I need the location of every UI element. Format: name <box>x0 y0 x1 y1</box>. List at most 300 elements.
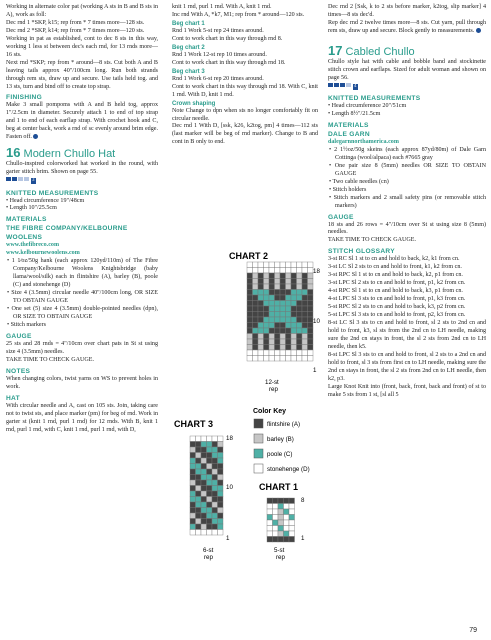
repeat-label: 6-st <box>203 547 214 554</box>
chart-cell <box>212 475 218 481</box>
chart-cell <box>297 317 303 323</box>
chart-cell <box>258 356 264 362</box>
chart-cell <box>286 323 292 329</box>
chart-cell <box>201 519 207 525</box>
chart-cell <box>291 279 297 285</box>
chart-cell <box>297 295 303 301</box>
material-item: • One pair size 8 (5mm) needles OR SIZE TO OBTAIN GAUGE <box>329 162 486 177</box>
chart-cell <box>190 469 196 475</box>
chart-cell <box>218 530 224 536</box>
chart-cell <box>196 436 202 442</box>
chart-cell <box>267 537 273 543</box>
chart-cell <box>284 504 290 510</box>
chart-cell <box>190 519 196 525</box>
measurement: • Length 8½"/21.5cm <box>328 110 381 117</box>
chart-cell <box>269 290 275 296</box>
chart-cell <box>284 498 290 504</box>
chart-cell <box>196 497 202 503</box>
chart-cell <box>302 339 308 345</box>
glossary-entry: 4-st LPC Sl 3 sts to cn and hold to front, p1, k3 from cn. <box>328 296 466 303</box>
chart-cell <box>253 334 259 340</box>
material-item: • Size 4 (3.5mm) circular needle 40"/100cm long, OR SIZE TO OBTAIN GAUGE <box>7 290 158 305</box>
measurement: • Head circumference 20"/51cm <box>328 103 407 110</box>
chart-cell <box>190 475 196 481</box>
chart-cell <box>247 301 253 307</box>
chart-cell <box>308 301 314 307</box>
chart-cell <box>275 334 281 340</box>
color-swatch <box>254 449 263 458</box>
glossary-entry: 4-st RPC Sl 1 st to cn and hold to back, k3, p1 from cn. <box>328 288 463 295</box>
chart-cell <box>291 339 297 345</box>
chart-cell <box>273 498 279 504</box>
chart-cell <box>258 334 264 340</box>
chart-cell <box>212 524 218 530</box>
row-number: 1 <box>301 535 305 542</box>
chart-cell <box>269 301 275 307</box>
chart-cell <box>253 301 259 307</box>
chart-cell <box>280 301 286 307</box>
chart-cell <box>258 306 264 312</box>
chart-cell <box>253 295 259 301</box>
chart-cell <box>291 312 297 318</box>
chart-cell <box>297 328 303 334</box>
chart-cell <box>289 515 295 521</box>
knitted-measurements-heading: KNITTED MEASUREMENTS <box>328 95 421 103</box>
paragraph: Dec rnd 2 [Ssk, k to 2 sts before marker, k2tog, slip marker] 4 times—8 sts dec'd. <box>328 4 486 18</box>
chart-cell <box>218 480 224 486</box>
chart-cell <box>207 442 213 448</box>
pattern-intro: Chullo style hat with cable and bobble band and stockinette stitch crown and earflaps. Sized for adult woman and shown on page 56. <box>328 58 486 81</box>
materials-heading: MATERIALS <box>328 121 369 129</box>
chart-cell <box>196 491 202 497</box>
gauge-check: TAKE TIME TO CHECK GAUGE. <box>328 237 417 244</box>
chart-cell <box>196 508 202 514</box>
chart-cell <box>247 284 253 290</box>
chart-cell <box>196 453 202 459</box>
chart-cell <box>253 328 259 334</box>
chart-cell <box>275 328 281 334</box>
chart-cell <box>297 323 303 329</box>
chart-cell <box>275 279 281 285</box>
chart-cell <box>201 458 207 464</box>
chart-cell <box>264 306 270 312</box>
notes-text: When changing colors, twist yarns on WS to prevent holes in work. <box>6 375 158 390</box>
chart-cell <box>207 513 213 519</box>
chart-cell <box>273 520 279 526</box>
gauge-heading: GAUGE <box>6 332 32 340</box>
paragraph: Rep dec rnd 2 twelve times more—8 sts. Cut yarn, pull through rem sts, draw up and secure. Block gently to measurements. <box>328 19 486 34</box>
chart-cell <box>247 334 253 340</box>
chart-cell <box>253 312 259 318</box>
row-number: 10 <box>313 318 320 325</box>
chart-cell <box>278 509 284 515</box>
chart-cell <box>253 290 259 296</box>
chart-cell <box>218 524 224 530</box>
chart-cell <box>267 526 273 532</box>
chart-cell <box>264 273 270 279</box>
chart-cell <box>308 290 314 296</box>
chart-cell <box>190 513 196 519</box>
chart-cell <box>253 323 259 329</box>
chart-cell <box>308 356 314 362</box>
chart-cell <box>218 486 224 492</box>
notes-heading: NOTES <box>6 367 31 375</box>
color-key-label: stonehenge (D) <box>267 466 310 473</box>
color-key <box>254 419 310 473</box>
chart-cell <box>207 469 213 475</box>
chart-cell <box>264 312 270 318</box>
skill-level-badge: 3 <box>6 177 36 185</box>
chart-cell <box>207 502 213 508</box>
chart-cell <box>269 323 275 329</box>
chart-cell <box>275 295 281 301</box>
chart-cell <box>264 317 270 323</box>
website-link[interactable]: www.thefibreco.com <box>6 242 60 249</box>
chart-cell <box>212 458 218 464</box>
chart-cell <box>253 350 259 356</box>
chart-cell <box>273 526 279 532</box>
chart-cell <box>201 497 207 503</box>
chart-cell <box>264 268 270 274</box>
chart-cell <box>190 480 196 486</box>
chart-cell <box>212 508 218 514</box>
chart-cell <box>207 436 213 442</box>
chart2-begin-heading: Beg chart 2 <box>172 44 205 51</box>
chart-cell <box>275 284 281 290</box>
chart-cell <box>267 498 273 504</box>
chart-cell <box>267 520 273 526</box>
chart-cell <box>280 279 286 285</box>
chart-cell <box>286 356 292 362</box>
color-key-label: barley (B) <box>267 436 294 443</box>
chart-cell <box>258 317 264 323</box>
chart-cell <box>308 345 314 351</box>
chart-cell <box>286 334 292 340</box>
chart-cell <box>286 317 292 323</box>
chart-cell <box>289 520 295 526</box>
chart-cell <box>212 497 218 503</box>
chart-cell <box>275 317 281 323</box>
chart-cell <box>258 323 264 329</box>
paragraph: Rnd 1 Work 12-st rep 10 times around. <box>172 51 267 58</box>
chart-cell <box>258 312 264 318</box>
chart1-begin-heading: Beg chart 1 <box>172 20 205 27</box>
chart-cell <box>302 334 308 340</box>
chart-cell <box>297 312 303 318</box>
paragraph: Dec rnd 1 With D, [ssk, k26, k2tog, pm] 4 times—112 sts (last marker will be beg of rnd marker). Change to B and cont in B only to end. <box>172 123 318 146</box>
chart-cell <box>207 508 213 514</box>
chart-cell <box>284 537 290 543</box>
stitch-glossary-heading: STITCH GLOSSARY <box>328 248 395 256</box>
chart-cell <box>190 486 196 492</box>
chart-cell <box>258 350 264 356</box>
chart-cell <box>196 475 202 481</box>
chart-cell <box>212 486 218 492</box>
chart-cell <box>308 339 314 345</box>
chart-cell <box>264 345 270 351</box>
chart-cell <box>218 475 224 481</box>
chart-cell <box>291 323 297 329</box>
chart-cell <box>269 284 275 290</box>
glossary-entry: 3-st RPC Sl 1 st to cn and hold to back, k2, p1 from cn. <box>328 272 463 279</box>
chart-cell <box>302 317 308 323</box>
chart-cell <box>278 531 284 537</box>
chart-cell <box>280 328 286 334</box>
page-number: 79 <box>469 627 477 634</box>
chart-cell <box>291 273 297 279</box>
website-link[interactable]: www.kelbournewoolens.com <box>6 250 80 257</box>
chart-cell <box>302 350 308 356</box>
gauge-text: 25 sts and 28 rnds = 4"/10cm over chart pats in St st using size 4 (3.5mm) needles. <box>6 340 158 355</box>
chart-cell <box>269 306 275 312</box>
chart-cell <box>308 312 314 318</box>
chart-cell <box>275 273 281 279</box>
chart-cell <box>278 504 284 510</box>
chart-cell <box>212 469 218 475</box>
material-item: • Stitch markers <box>7 321 47 328</box>
chart-cell <box>190 436 196 442</box>
paragraph: Working in pat as established, cont to dec 8 sts in this way, working 1 less st between dec's each rnd, for 13 rnds more—16 sts. <box>6 35 158 58</box>
chart-cell <box>278 520 284 526</box>
chart-cell <box>190 530 196 536</box>
chart-cell <box>218 453 224 459</box>
chart-cell <box>201 436 207 442</box>
knitted-measurements-heading: KNITTED MEASUREMENTS <box>6 189 99 197</box>
website-link[interactable]: dalegarnnorthamerica.com <box>328 138 399 145</box>
chart-cell <box>212 442 218 448</box>
chart-cell <box>190 502 196 508</box>
chart-cell <box>297 279 303 285</box>
chart-cell <box>258 301 264 307</box>
material-item: • Stitch holders <box>329 186 367 193</box>
paragraph: Dec rnd 2 *SKP, k14; rep from * 7 times more—120 sts. <box>6 27 145 34</box>
chart-cell <box>297 262 303 268</box>
chart-cell <box>196 442 202 448</box>
chart-cell <box>207 524 213 530</box>
chart-cell <box>218 458 224 464</box>
chart-cell <box>190 447 196 453</box>
paragraph: Rnd 1 Work 6-st rep 20 times around. <box>172 75 264 82</box>
chart-cell <box>302 356 308 362</box>
pattern-title: 17 Cabled Chullo <box>328 42 415 58</box>
chart-cell <box>247 268 253 274</box>
chart-cell <box>201 486 207 492</box>
chart-cell <box>284 515 290 521</box>
color-key-label: flintshire (A) <box>267 421 301 428</box>
chart-cell <box>302 295 308 301</box>
chart-cell <box>273 509 279 515</box>
crown-shaping-heading: Crown shaping <box>172 100 216 107</box>
chart-cell <box>247 328 253 334</box>
glossary-entry: Large Knot Knit into (front, back, front, back and front) of st to make 5 sts from 1 st, [sl all 5 <box>328 383 486 398</box>
chart-cell <box>286 290 292 296</box>
chart-cell <box>302 306 308 312</box>
chart-cell <box>253 339 259 345</box>
chart-cell <box>280 323 286 329</box>
chart-cell <box>207 447 213 453</box>
chart-cell <box>196 524 202 530</box>
row-number: 1 <box>226 535 230 542</box>
chart-cell <box>297 334 303 340</box>
chart3-begin-heading: Beg chart 3 <box>172 68 205 75</box>
chart-cell <box>308 262 314 268</box>
chart-cell <box>278 526 284 532</box>
chart-cell <box>302 345 308 351</box>
chart-cell <box>190 442 196 448</box>
chart-cell <box>201 447 207 453</box>
chart-cell <box>297 350 303 356</box>
chart-cell <box>212 513 218 519</box>
chart-cell <box>196 530 202 536</box>
chart-cell <box>280 345 286 351</box>
chart-cell <box>201 453 207 459</box>
chart-cell <box>269 356 275 362</box>
chart-cell <box>286 306 292 312</box>
paragraph: knit 1 rnd, purl 1 rnd. With A, knit 1 rnd. <box>172 4 272 10</box>
chart-cell <box>212 491 218 497</box>
chart-cell <box>212 519 218 525</box>
skill-level-badge: 4 <box>328 83 358 91</box>
row-number: 1 <box>313 367 317 374</box>
chart-cell <box>264 339 270 345</box>
chart-cell <box>269 312 275 318</box>
chart-cell <box>275 312 281 318</box>
chart-cell <box>253 284 259 290</box>
chart-cell <box>253 356 259 362</box>
chart-cell <box>297 301 303 307</box>
chart-cell <box>284 526 290 532</box>
chart-cell <box>297 284 303 290</box>
color-swatch <box>254 434 263 443</box>
chart-cell <box>190 508 196 514</box>
chart-cell <box>247 290 253 296</box>
chart-cell <box>190 491 196 497</box>
chart-cell <box>264 262 270 268</box>
chart-cell <box>289 498 295 504</box>
chart-cell <box>258 295 264 301</box>
chart-cell <box>308 350 314 356</box>
chart-cell <box>258 279 264 285</box>
chart-cell <box>190 458 196 464</box>
glossary-entry: 8-st LPC Sl 3 sts to cn and hold to front, sl 2 sts to a 2nd cn and hold to front, sl 3 sts from first cn to LH needle, making sure the 2nd cn stays in front, the sl 2 sts from 2nd cn to LH needle, then k2, p3. <box>328 351 486 382</box>
chart-cell <box>212 464 218 470</box>
row-number: 10 <box>226 484 233 491</box>
chart-cell <box>218 464 224 470</box>
chart-cell <box>218 447 224 453</box>
chart-cell <box>207 530 213 536</box>
chart-cell <box>247 306 253 312</box>
chart-cell <box>286 284 292 290</box>
chart-cell <box>190 524 196 530</box>
paragraph: Inc rnd With A, *k7, M1; rep from * around—120 sts. <box>172 11 305 18</box>
glossary-entry: 5-st LPC Sl 3 sts to cn and hold to front, p2, k3 from cn. <box>328 312 466 319</box>
chart-cell <box>253 279 259 285</box>
measurement: • Length 10"/25.5cm <box>6 205 57 212</box>
chart-cell <box>201 513 207 519</box>
chart-cell <box>207 458 213 464</box>
chart-cell <box>269 262 275 268</box>
chart-cell <box>218 491 224 497</box>
chart-cell <box>291 350 297 356</box>
chart-2-grid <box>247 262 313 361</box>
chart-cell <box>302 279 308 285</box>
chart-2-title: CHART 2 <box>229 251 269 261</box>
chart-cell <box>280 295 286 301</box>
chart-cell <box>267 531 273 537</box>
chart-cell <box>218 442 224 448</box>
chart-cell <box>190 497 196 503</box>
chart-cell <box>291 328 297 334</box>
paragraph: Rnd 1 Work 5-st rep 24 times around. <box>172 27 264 34</box>
chart-cell <box>302 290 308 296</box>
paragraph: Cont to work chart in this way through rnd 18. <box>172 59 286 66</box>
chart-cell <box>258 339 264 345</box>
glossary-entry: 3-st LC Sl 2 sts to cn and hold to front, k1, k2 from cn. <box>328 264 462 271</box>
row-number: 8 <box>301 497 305 504</box>
chart-cell <box>286 350 292 356</box>
chart-cell <box>297 345 303 351</box>
chart-cell <box>302 328 308 334</box>
chart-cell <box>269 350 275 356</box>
chart-cell <box>308 279 314 285</box>
row-number: 18 <box>226 435 233 442</box>
chart-cell <box>207 453 213 459</box>
chart-cell <box>291 262 297 268</box>
chart-cell <box>275 262 281 268</box>
chart-cell <box>207 497 213 503</box>
chart-cell <box>247 273 253 279</box>
chart-cell <box>218 519 224 525</box>
chart-cell <box>289 537 295 543</box>
chart-1-grid <box>267 498 295 542</box>
chart-cell <box>218 497 224 503</box>
chart-cell <box>247 317 253 323</box>
chart-cell <box>201 502 207 508</box>
repeat-label: rep <box>269 386 278 393</box>
chart-cell <box>291 345 297 351</box>
chart-cell <box>273 531 279 537</box>
paragraph: Cont to work chart in this way through rnd 18. With C, knit 1 rnd. With D, knit 1 rnd. <box>172 83 318 98</box>
paragraph: Note Change to dpn when sts no longer comfortably fit on circular needle. <box>172 107 318 122</box>
chart-cell <box>253 317 259 323</box>
repeat-label: rep <box>276 554 285 561</box>
chart-cell <box>267 509 273 515</box>
chart-cell <box>286 262 292 268</box>
chart-cell <box>247 350 253 356</box>
chart-cell <box>253 273 259 279</box>
chart-cell <box>286 279 292 285</box>
chart-cell <box>196 480 202 486</box>
chart-cell <box>286 328 292 334</box>
chart-cell <box>264 323 270 329</box>
chart-cell <box>207 480 213 486</box>
chart-cell <box>258 328 264 334</box>
chart-cell <box>269 279 275 285</box>
chart-cell <box>247 279 253 285</box>
paragraph: Cont to work chart in this way through rnd 8. <box>172 35 283 42</box>
chart-cell <box>201 480 207 486</box>
chart-cell <box>196 486 202 492</box>
pattern-intro: Chullo-inspired colorworked hat worked in the round, with garter stitch brim. Shown on page 55. <box>6 161 158 176</box>
chart-cell <box>196 513 202 519</box>
material-item: • One set (5) size 4 (3.5mm) double-pointed needles (dpn), OR SIZE TO OBTAIN GAUGE <box>7 306 158 320</box>
chart-cell <box>275 306 281 312</box>
chart-cell <box>273 537 279 543</box>
chart-cell <box>253 306 259 312</box>
chart-cell <box>308 295 314 301</box>
chart-1-title: CHART 1 <box>259 482 299 492</box>
chart-cell <box>297 290 303 296</box>
